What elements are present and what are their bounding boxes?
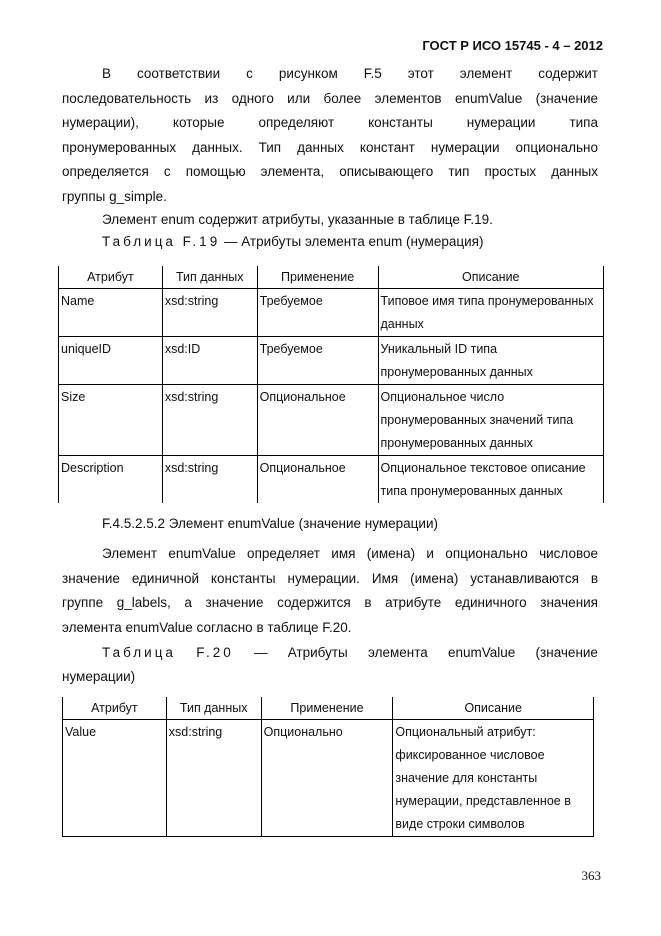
text-line: группе g_labels, а значение содержится в атрибуте единичного значения [62,595,598,610]
table-caption-continued: нумерации) [62,669,136,684]
table-cell: xsd:string [162,289,257,337]
table-header-row [59,266,604,289]
table-row [59,456,604,504]
table-row [63,720,594,837]
table-cell: Value [63,720,167,837]
column-header: Атрибут [63,697,167,720]
table-cell: Опционально [261,720,393,837]
table-cell: xsd:string [162,456,257,504]
text-line: значение единичной константы нумерации. Имя (имена) устанавливаются в [62,570,598,586]
table-cell: Уникальный ID типа пронумерованных данных [378,337,603,385]
caption-word: Таблица [102,645,176,660]
table-row [59,385,604,456]
attributes-table-enumvalue [62,697,594,837]
document-header: ГОСТ Р ИСО 15745 - 4 – 2012 [422,38,603,53]
column-header: Описание [393,697,594,720]
text-line: Элемент enumValue определяет имя (имена) и опционально числовое [102,546,598,561]
table-cell: xsd:ID [162,337,257,385]
caption-word: enumValue [448,645,516,660]
column-header: Применение [261,697,393,720]
text-line: группы g_simple. [62,188,167,204]
column-header: Применение [257,266,378,289]
paragraph-intro [62,62,598,209]
table-cell: Опциональное текстовое описание типа пронумерованных данных [378,456,603,504]
table-row [59,289,604,337]
column-header: Тип данных [162,266,257,289]
section-heading: F.4.5.2.5.2 Элемент enumValue (значение нумерации) [102,516,438,531]
text-line: В соответствии с рисунком F.5 этот элемент содержит [102,66,598,81]
caption-label: Таблица F.19 [102,234,221,249]
table-cell: Требуемое [257,337,378,385]
table-cell: Требуемое [257,289,378,337]
table-cell: Size [59,385,163,456]
table-cell: Типовое имя типа пронумерованных данных [378,289,603,337]
paragraph-table-ref: Элемент enum содержит атрибуты, указанные в таблице F.19. [102,212,493,227]
table-caption [102,234,483,249]
text-line: определяется с помощью элемента, описывающего тип простых данных [62,164,598,179]
table-cell: Опциональное [257,385,378,456]
column-header: Атрибут [59,266,163,289]
column-header: Описание [378,266,603,289]
caption-text: — Атрибуты элемента enum (нумерация) [220,234,484,249]
text-line: пронумерованных данных. Тип данных констант нумерации опционально [62,139,598,155]
caption-word: F.20 [196,645,234,660]
table-row [59,337,604,385]
table-header-row [63,697,594,720]
column-header: Тип данных [166,697,261,720]
table-cell: Опциональное число пронумерованных значений типа пронумерованных данных [378,385,603,456]
table-cell: uniqueID [59,337,163,385]
table-cell: Опциональное [257,456,378,504]
table-cell: Description [59,456,163,504]
text-line: элемента enumValue согласно в таблице F.20. [62,619,352,635]
caption-word: (значение [535,645,598,660]
attributes-table-enum [58,266,604,503]
table-cell: xsd:string [166,720,261,837]
table-cell: Опциональный атрибут: фиксированное числовое значение для константы нумерации, представленное в виде строки символов [393,720,594,837]
page-number: 363 [581,868,601,883]
text-line: последовательность из одного или более элементов enumValue (значение [62,90,598,106]
caption-word: элемента [367,645,428,660]
caption-word: Атрибуты [287,645,348,660]
table-cell: xsd:string [162,385,257,456]
text-line: нумерации), которые определяют константы нумерации типа [62,115,598,130]
table-cell: Name [59,289,163,337]
caption-word: — [253,645,268,660]
table-caption [102,645,598,660]
paragraph-enumvalue [62,542,598,640]
